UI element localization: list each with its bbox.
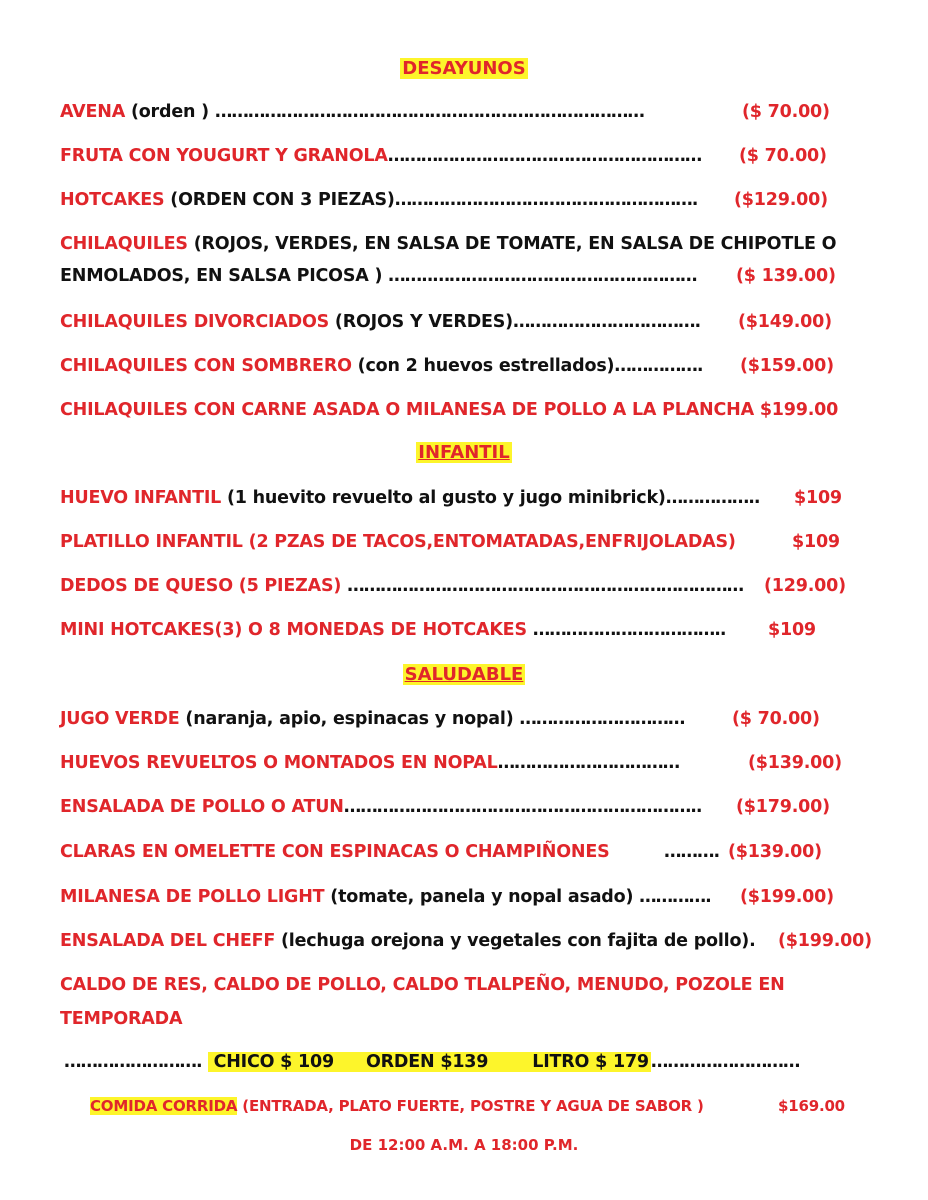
caldo-sizes-row: ……………………. CHICO $ 109 ORDEN $139 LITRO $ 179 ……………………… (64, 1052, 800, 1072)
item-price: ($179.00) (736, 797, 830, 817)
item-price: ($139.00) (748, 753, 842, 773)
item-price: (129.00) (764, 576, 846, 596)
item-price: ($ 70.00) (742, 102, 830, 122)
item-price: ($ 70.00) (739, 146, 827, 166)
menu-item-ensalada-cheff: ENSALADA DEL CHEFF (lechuga orejona y vegetales con fajita de pollo). ($199.00) (60, 924, 890, 958)
menu-item-mini-hotcakes: MINI HOTCAKES(3) O 8 MONEDAS DE HOTCAKES …………………………….. $109 (60, 613, 860, 647)
menu-item-caldos: CALDO DE RES, CALDO DE POLLO, CALDO TLALPEÑO, MENUDO, POZOLE EN TEMPORADA (60, 975, 785, 1029)
item-price: ($139.00) (728, 842, 822, 862)
comida-corrida: COMIDA CORRIDA (ENTRADA, PLATO FUERTE, POSTRE Y AGUA DE SABOR ) $169.00 (90, 1089, 870, 1123)
menu-item-hotcakes: HOTCAKES (ORDEN CON 3 PIEZAS)………………………………………………. ($129.00) (60, 183, 860, 217)
menu-item-fruta: FRUTA CON YOUGURT Y GRANOLA………………………………………………… ($ 70.00) (60, 139, 860, 173)
item-price: $109 (792, 532, 840, 552)
item-price: ($159.00) (740, 356, 834, 376)
caldo-size-chico: CHICO $ 109 (208, 1052, 338, 1072)
menu-item-sombrero: CHILAQUILES CON SOMBRERO (con 2 huevos estrellados)……………. ($159.00) (60, 349, 860, 383)
menu-item-divorciados: CHILAQUILES DIVORCIADOS (ROJOS Y VERDES)……………………………. ($149.00) (60, 305, 860, 339)
caldo-size-orden: ORDEN $139 (338, 1052, 516, 1072)
item-price: ($ 139.00) (736, 266, 836, 286)
menu-item-jugo-verde: JUGO VERDE (naranja, apio, espinacas y nopal) ………………………… ($ 70.00) (60, 702, 860, 736)
menu-item-avena: AVENA (orden ) …………………………………………………………………… ($ 70.00) (60, 95, 860, 129)
comida-corrida-price: $169.00 (778, 1097, 845, 1115)
menu-item-ensalada-pollo: ENSALADA DE POLLO O ATUN……………………………………………………….. ($179.00) (60, 790, 860, 824)
menu-item-dedos: DEDOS DE QUESO (5 PIEZAS) ……………………………………………………………… (129.00) (60, 569, 860, 603)
item-price: ($199.00) (778, 931, 872, 951)
menu-item-carne: CHILAQUILES CON CARNE ASADA O MILANESA DE POLLO A LA PLANCHA $199.00 (60, 400, 839, 420)
caldo-size-litro: LITRO $ 179 (516, 1052, 651, 1072)
menu-item-platillo-infantil: PLATILLO INFANTIL (2 PZAS DE TACOS,ENTOMATADAS,ENFRIJOLADAS) $109 (60, 525, 860, 559)
item-price: ($129.00) (734, 190, 828, 210)
section-heading-desayunos: DESAYUNOS (402, 58, 526, 79)
item-price: $109 (768, 620, 816, 640)
comida-corrida-hours: DE 12:00 A.M. A 18:00 P.M. (349, 1136, 579, 1154)
section-heading-saludable: SALUDABLE (404, 664, 524, 685)
menu-item-claras: CLARAS EN OMELETTE CON ESPINACAS O CHAMPIÑONES ………. ($139.00) (60, 835, 860, 869)
item-price: ($ 70.00) (732, 709, 820, 729)
menu-item-huevos-nopal: HUEVOS REVUELTOS O MONTADOS EN NOPAL…………………………… ($139.00) (60, 746, 860, 780)
section-heading-infantil: INFANTIL (418, 442, 510, 463)
menu-item-chilaquiles-line2: ENMOLADOS, EN SALSA PICOSA ) ……..………………………………………… ($ 139.00) (60, 259, 860, 293)
item-price: ($149.00) (738, 312, 832, 332)
item-price: $109 (794, 488, 842, 508)
item-price: ($199.00) (740, 887, 834, 907)
comida-corrida-name: COMIDA CORRIDA (90, 1097, 238, 1115)
menu-item-chilaquiles: CHILAQUILES (ROJOS, VERDES, EN SALSA DE TOMATE, EN SALSA DE CHIPOTLE O (60, 234, 837, 254)
menu-item-huevo-infantil: HUEVO INFANTIL (1 huevito revuelto al gusto y jugo minibrick)…………….. $109 (60, 481, 860, 515)
menu-item-milanesa-light: MILANESA DE POLLO LIGHT (tomate, panela y nopal asado) …………. ($199.00) (60, 880, 860, 914)
